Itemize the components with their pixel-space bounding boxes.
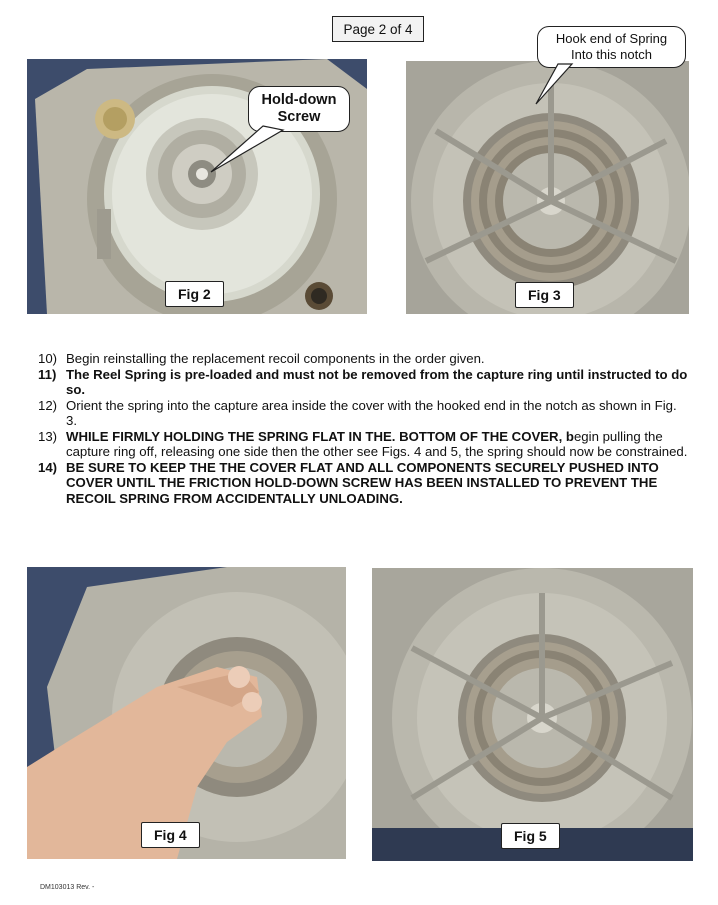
callout-pointer <box>195 120 295 180</box>
fig5-photo <box>372 568 693 861</box>
callout-pointer <box>530 60 590 110</box>
step-11: 11) The Reel Spring is pre-loaded and must not be removed from the capture ring until instructed to do so. <box>38 366 688 397</box>
instruction-list <box>38 351 688 506</box>
fig2-label: Fig 2 <box>165 281 224 307</box>
step-12: 12) Orient the spring into the capture area inside the cover with the hooked end in the notch as shown in Fig. 3. <box>38 397 677 428</box>
fig4-label: Fig 4 <box>141 822 200 848</box>
page-number-label: Page 2 of 4 <box>332 16 424 42</box>
fig4-photo <box>27 567 346 859</box>
hook-spring-callout: Hook end of Spring Into this notch <box>537 26 686 68</box>
document-id-footer: DM103013 Rev. - <box>40 884 95 891</box>
fig3-label: Fig 3 <box>515 282 574 308</box>
step-14: 14) BE SURE TO KEEP THE THE COVER FLAT AND ALL COMPONENTS SECURELY PUSHED INTO COVER UNTIL THE FRICTION HOLD-DOWN SCREW HAS BEEN INSTALLED TO PREVENT THE RECOIL SPRING FROM ACCIDENTALLY UNLOADING. <box>38 459 659 506</box>
step-10: 10) Begin reinstalling the replacement recoil components in the order given. <box>38 351 485 366</box>
step-13: 13) WHILE FIRMLY HOLDING THE SPRING FLAT IN THE. BOTTOM OF THE COVER, begin pulling the capture ring off, releasing one side then the other see Figs. 4 and 5, the spring should now be constrained. <box>38 428 688 459</box>
hold-down-screw-callout: Hold-down Screw <box>248 86 350 132</box>
fig5-label: Fig 5 <box>501 823 560 849</box>
